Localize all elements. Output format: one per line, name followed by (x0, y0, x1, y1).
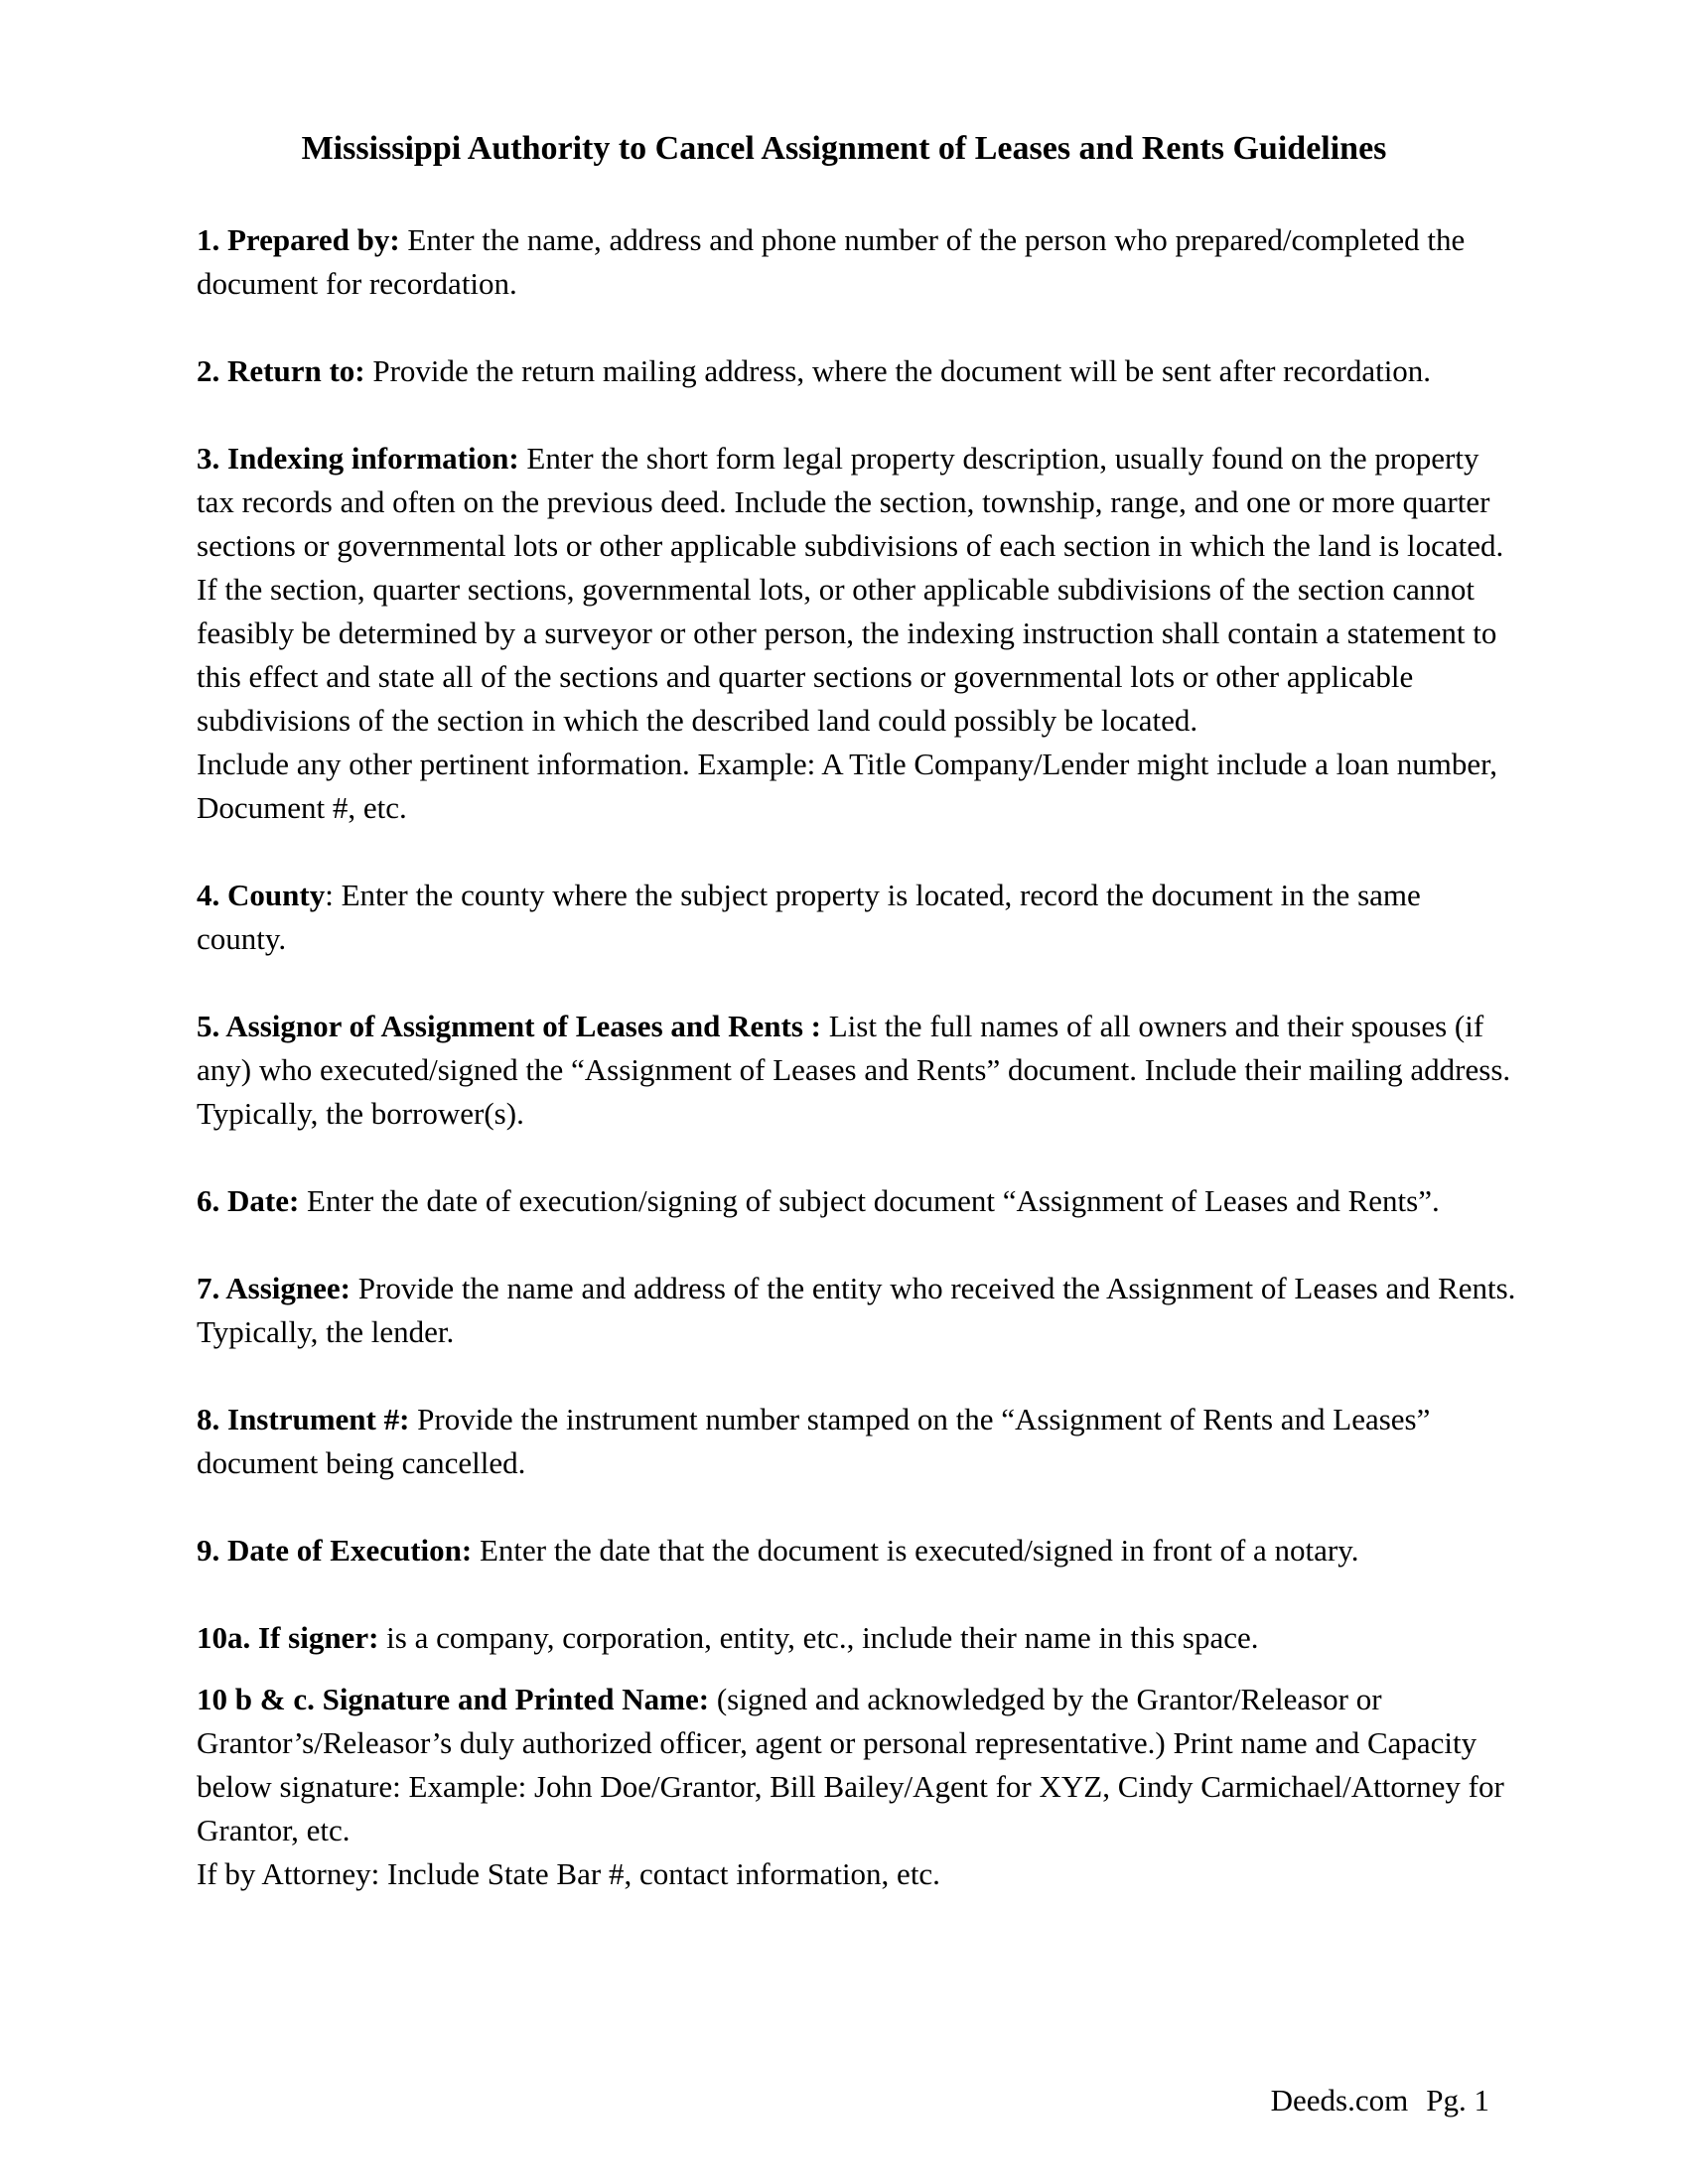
guideline-item-indexing-information (197, 437, 1517, 830)
item-label: 4. County (197, 878, 326, 912)
item-text: Provide the name and address of the entity who received the Assignment of Leases and Rents. Typically, the lender. (197, 1271, 1516, 1349)
guideline-paragraph (197, 1179, 1517, 1223)
item-label: 2. Return to: (197, 353, 365, 388)
guideline-extra-paragraph: If by Attorney: Include State Bar #, contact information, etc. (197, 1856, 940, 1891)
item-text: Enter the name, address and phone number of the person who prepared/completed the document for recordation. (197, 222, 1466, 301)
item-text: Provide the instrument number stamped on the “Assignment of Rents and Leases” document being cancelled. (197, 1402, 1431, 1480)
item-label: 1. Prepared by: (197, 222, 400, 257)
item-text: (signed and acknowledged by the Grantor/Releasor or Grantor’s/Releasor’s duly authorized officer, agent or personal representative.) Print name and Capacity below signature: Example: John Doe/Grantor, Bill Bailey/Agent for XYZ, Cindy Carmichael/Attorney for Grantor, etc. (197, 1682, 1504, 1847)
item-label: 7. Assignee: (197, 1271, 351, 1305)
item-label: 10a. If signer: (197, 1620, 379, 1655)
guideline-item-return-to (197, 349, 1517, 393)
guideline-paragraph (197, 1616, 1517, 1660)
item-text: Enter the date of execution/signing of subject document “Assignment of Leases and Rents”. (299, 1183, 1440, 1218)
guideline-paragraph (197, 1267, 1517, 1354)
item-text: Provide the return mailing address, where the document will be sent after recordation. (364, 353, 1432, 388)
page-footer (1271, 2081, 1489, 2120)
item-label: 5. Assignor of Assignment of Leases and Rents : (197, 1009, 821, 1043)
guideline-extra-paragraph: Include any other pertinent information. Example: A Title Company/Lender might include a loan number, Document #, etc. (197, 747, 1497, 825)
item-label: 6. Date: (197, 1183, 300, 1218)
guideline-item-signature-printed-name (197, 1678, 1517, 1896)
guideline-item-date (197, 1179, 1517, 1223)
guidelines-body (197, 218, 1517, 1940)
item-text: Enter the date that the document is executed/signed in front of a notary. (472, 1533, 1359, 1568)
guideline-paragraph (197, 1678, 1517, 1852)
item-label: 10 b & c. Signature and Printed Name: (197, 1682, 710, 1716)
guideline-paragraph (197, 437, 1517, 743)
guideline-item-county (197, 874, 1517, 961)
guideline-item-assignor (197, 1005, 1517, 1136)
guideline-item-instrument-number (197, 1398, 1517, 1485)
footer-page-number: Pg. 1 (1426, 2083, 1489, 2117)
guideline-paragraph (197, 1005, 1517, 1136)
item-label: 9. Date of Execution: (197, 1533, 473, 1568)
footer-site-name: Deeds.com (1270, 2083, 1409, 2117)
guideline-item-assignee (197, 1267, 1517, 1354)
item-label: 8. Instrument #: (197, 1402, 410, 1436)
guideline-paragraph (197, 1529, 1517, 1572)
document-title: Mississippi Authority to Cancel Assignment of Leases and Rents Guidelines (301, 130, 1387, 167)
item-text: is a company, corporation, entity, etc., include their name in this space. (378, 1620, 1259, 1655)
guideline-item-date-of-execution (197, 1529, 1517, 1572)
guideline-paragraph (197, 218, 1517, 306)
item-text: : Enter the county where the subject property is located, record the document in the same county. (197, 878, 1421, 956)
guideline-paragraph (197, 349, 1517, 393)
guideline-item-if-signer (197, 1616, 1517, 1660)
item-text: Enter the short form legal property description, usually found on the property tax records and often on the previous deed. Include the section, township, range, and one or more quarter sections or governmental lots or other applicable subdivisions of each section in which the land is located. If the section, quarter sections, governmental lots, or other applicable subdivisions of the section cannot feasibly be determined by a surveyor or other person, the indexing instruction shall contain a statement to this effect and state all of the sections and quarter sections or governmental lots or other applicable subdivisions of the section in which the described land could possibly be located. (197, 441, 1504, 738)
item-text: List the full names of all owners and their spouses (if any) who executed/signed the “Assignment of Leases and Rents” document. Include their mailing address. Typically, the borrower(s). (197, 1009, 1511, 1131)
item-label: 3. Indexing information: (197, 441, 519, 476)
guideline-paragraph (197, 1398, 1517, 1485)
guideline-item-prepared-by (197, 218, 1517, 306)
guideline-paragraph (197, 874, 1517, 961)
